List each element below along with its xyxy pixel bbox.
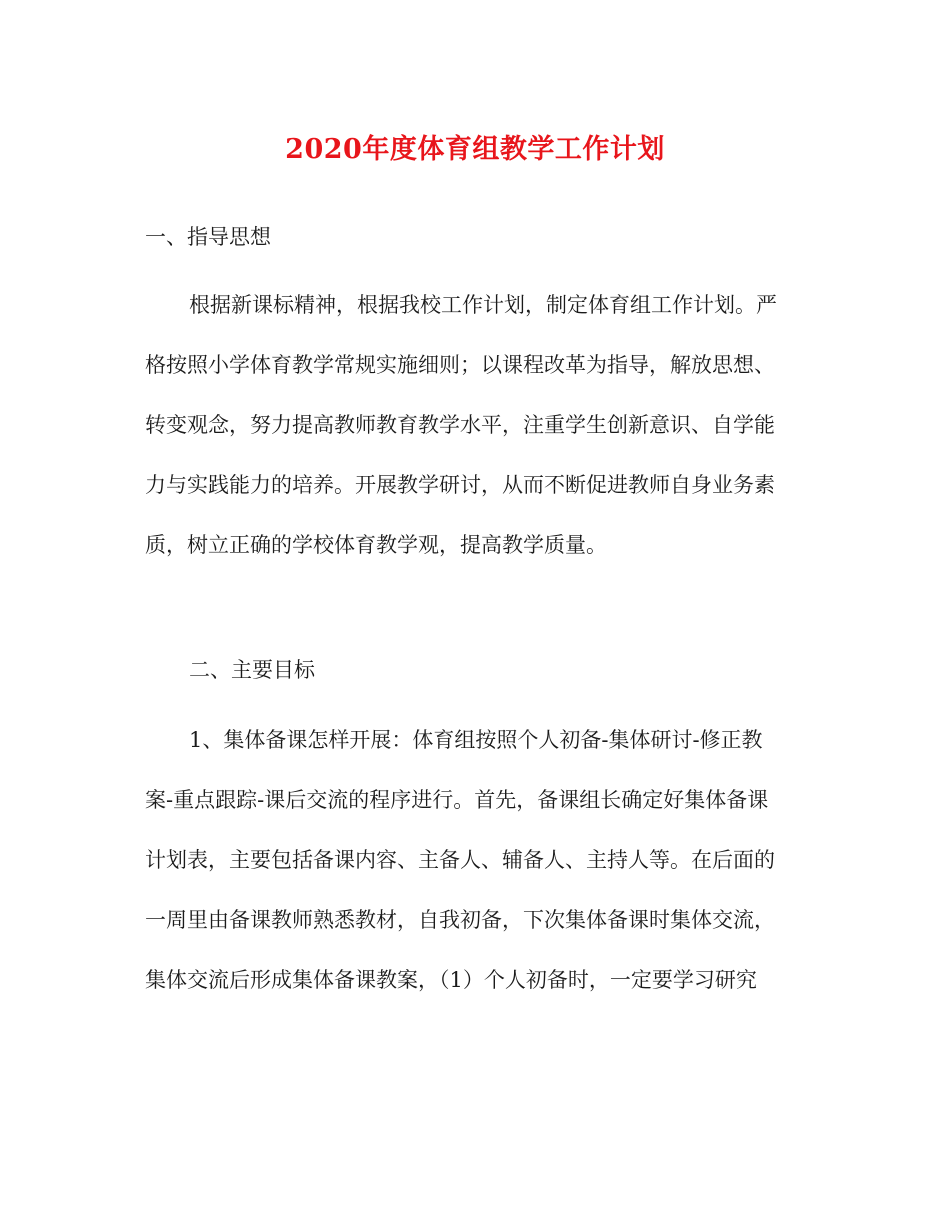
paragraph-line: 力与实践能力的培养。开展教学研讨，从而不断促进教师自身业务素 bbox=[145, 473, 775, 497]
paragraph-line: 转变观念，努力提高教师教育教学水平，注重学生创新意识、自学能 bbox=[145, 413, 775, 437]
paragraph-line: 计划表，主要包括备课内容、主备人、辅备人、主持人等。在后面的 bbox=[145, 848, 775, 872]
paragraph-line: 一周里由备课教师熟悉教材，自我初备，下次集体备课时集体交流， bbox=[145, 908, 775, 932]
paragraph-line: 格按照小学体育教学常规实施细则；以课程改革为指导，解放思想、 bbox=[145, 353, 775, 377]
paragraph-line: 质，树立正确的学校体育教学观，提高教学质量。 bbox=[145, 533, 607, 557]
paragraph-line: 根据新课标精神，根据我校工作计划，制定体育组工作计划。严 bbox=[189, 293, 777, 317]
section-heading-guiding-ideology: 一、指导思想 bbox=[145, 225, 271, 249]
paragraph-guiding-ideology bbox=[145, 275, 805, 575]
section-heading-main-goals: 二、主要目标 bbox=[189, 658, 315, 682]
paragraph-line: 案-重点跟踪-课后交流的程序进行。首先，备课组长确定好集体备课 bbox=[145, 788, 769, 812]
paragraph-main-goals bbox=[145, 710, 805, 1010]
paragraph-line: 集体交流后形成集体备课教案，（1）个人初备时，一定要学习研究 bbox=[145, 968, 757, 992]
document-title: 2020年度体育组教学工作计划 bbox=[285, 134, 665, 165]
paragraph-line: 1、集体备课怎样开展：体育组按照个人初备-集体研讨-修正教 bbox=[189, 728, 763, 752]
